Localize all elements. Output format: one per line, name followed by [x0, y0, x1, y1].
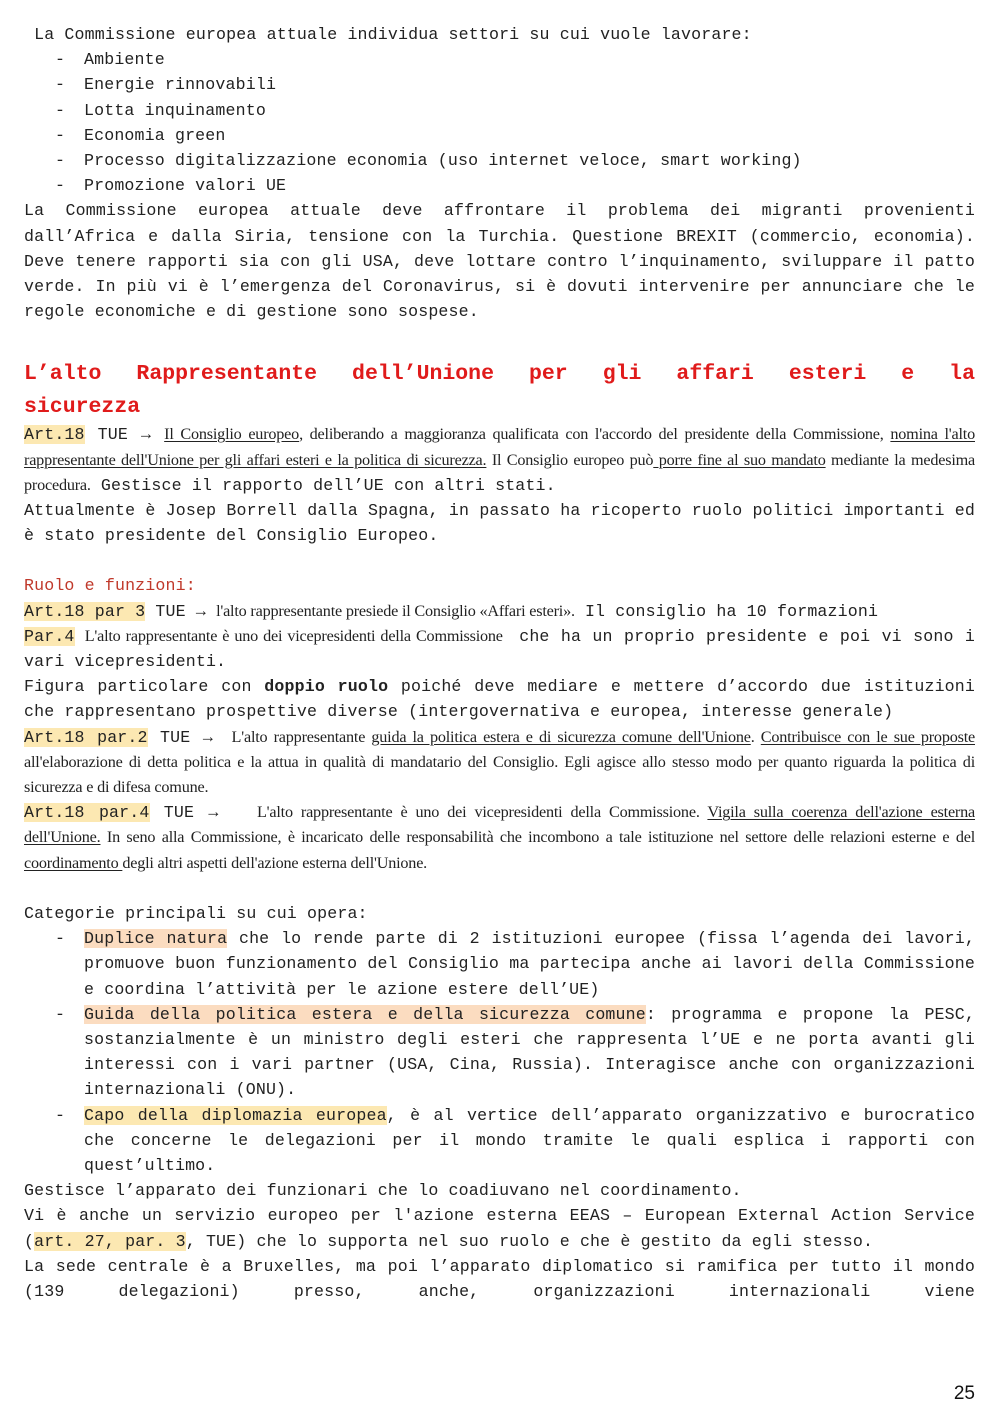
- art18-s4: Il Consiglio europeo può: [486, 450, 654, 469]
- roles-p5-c: In seno alla Commissione, è incaricato delle responsabilità che incombono a tale istituzione nel settore delle relazioni esterne e del: [100, 828, 975, 847]
- section-title: [24, 358, 975, 424]
- closing-c2-c: , TUE) che lo supporta nel suo ruolo e che è gestito da egli stesso.: [185, 1231, 874, 1251]
- roles-p3-a: Figura particolare con: [24, 677, 265, 697]
- article-ref: Art.18 par.2: [24, 727, 148, 747]
- roles-p3: [24, 674, 975, 724]
- roles-p5-a: L'alto rappresentante è uno dei vicepresidenti della Commissione.: [232, 803, 708, 822]
- section-title-line2: sicurezza: [24, 395, 141, 420]
- tue-arrow: TUE →: [149, 803, 233, 823]
- art18-s2: , deliberando a maggioranza qualificata con l'accordo del presidente della Commissione,: [299, 425, 891, 444]
- roles-p2: [24, 624, 975, 674]
- art18-s1: Il Consiglio europeo: [164, 425, 300, 444]
- categories-list: [24, 926, 975, 1178]
- roles-p5: [24, 800, 975, 876]
- list-item: [24, 926, 975, 1002]
- roles-p4-a: L'alto rappresentante: [225, 727, 372, 746]
- category-highlight: Capo della diplomazia europea: [84, 1105, 387, 1125]
- roles-p1-mono: Il consiglio ha 10 formazioni: [574, 601, 879, 621]
- page-number: 25: [953, 1383, 975, 1404]
- art18-s7: Gestisce il rapporto dell’UE con altri stati.: [90, 475, 556, 495]
- roles-p5-e: degli altri aspetti dell'azione esterna dell'Unione.: [122, 853, 428, 872]
- intro-lead: La Commissione europea attuale individua settori su cui vuole lavorare:: [24, 25, 752, 44]
- roles-p2-mono: che ha un proprio presidente e poi vi sono i vari vicepresidenti.: [24, 626, 975, 672]
- roles-p1: [24, 599, 975, 624]
- article-ref: Art.18: [24, 425, 85, 445]
- roles-p2-serif: L'alto rappresentante è uno dei vicepresidenti della Commissione: [74, 626, 508, 645]
- category-highlight: Guida della politica estera e della sicurezza comune: [84, 1004, 646, 1024]
- article-ref: art. 27, par. 3: [34, 1231, 186, 1251]
- article-ref: Par.4: [24, 626, 75, 646]
- roles-p4-b: guida la politica estera e di sicurezza comune dell'Unione: [371, 727, 751, 746]
- roles-p4: [24, 725, 975, 801]
- article-ref: Art.18 par.4: [24, 803, 150, 823]
- roles-heading: Ruolo e funzioni:: [24, 576, 196, 596]
- closing-c2: [24, 1203, 975, 1253]
- sector-list: [24, 47, 975, 198]
- roles-p4-c: .: [750, 727, 761, 746]
- categories-block: [24, 901, 975, 1304]
- tue-arrow: TUE →: [84, 425, 165, 445]
- intro-block: [24, 22, 975, 324]
- list-item: - Ambiente: [24, 47, 975, 72]
- list-item: - Promozione valori UE: [24, 173, 975, 198]
- roles-p4-e: all'elaborazione di detta politica e la attua in qualità di mandatario del Consiglio. Egli agisce allo stesso modo per quanto riguarda la politica di sicurezza e di difesa comune.: [24, 752, 975, 797]
- roles-p4-d: Contribuisce con le sue proposte: [760, 727, 975, 746]
- list-item: [24, 1103, 975, 1179]
- art18-s5: porre fine al suo mandato: [653, 450, 826, 469]
- list-item: - Lotta inquinamento: [24, 98, 975, 123]
- list-item: - Economia green: [24, 123, 975, 148]
- roles-p3-b: doppio ruolo: [264, 677, 389, 697]
- art18-s6: mediante la medesima procedura.: [24, 450, 975, 494]
- article-ref: Art.18 par 3: [24, 601, 146, 621]
- tue-arrow: TUE →: [147, 727, 226, 747]
- document-page: [24, 22, 975, 1304]
- category-text: : programma e propone la PESC, sostanzialmente è un ministro degli esteri che rappresenta l’UE e ne porta avanti gli interessi con i vari partner (USA, Cina, Russia). Interagisce anche con organizzazioni internazionali (ONU).: [84, 1004, 975, 1100]
- art18-paragraph: [24, 422, 975, 498]
- closing-c3: La sede centrale è a Bruxelles, ma poi l’apparato diplomatico si ramifica per tutto il mondo (139 delegazioni) presso, anche, organizzazioni internazionali viene: [24, 1256, 975, 1301]
- closing-c2-a: Vi è anche un servizio europeo per l'azione esterna EEAS – European External Action Service (: [24, 1206, 975, 1251]
- tue-arrow: TUE →: [145, 601, 217, 621]
- category-text: , è al vertice dell’apparato organizzativo e burocratico che concerne le delegazioni per il mondo tramite le quali esplica i rapporti con quest’ultimo.: [84, 1105, 975, 1175]
- list-item: - Processo digitalizzazione economia (uso internet veloce, smart working): [24, 148, 975, 173]
- roles-p3-c: poiché deve mediare e mettere d’accordo due istituzioni che rappresentano prospettive diverse (intergovernativa e europea, interesse generale): [24, 677, 976, 722]
- category-text: che lo rende parte di 2 istituzioni europee (fissa l’agenda dei lavori, promuove buon funzionamento del Consiglio ma partecipa anche ai lavori della Commissione e coordina l’attività per le azione estere dell’UE): [84, 929, 975, 999]
- current-holder: Attualmente è Josep Borrell dalla Spagna, in passato ha ricoperto ruolo politici importanti ed è stato presidente del Consiglio Europeo.: [24, 501, 975, 546]
- categories-lead: Categorie principali su cui opera:: [24, 903, 368, 923]
- roles-p1-serif: l'alto rappresentante presiede il Consiglio «Affari esteri».: [216, 601, 575, 620]
- art18-s3: nomina l'alto rappresentante dell'Unione per gli affari esteri e la politica di sicurezza.: [24, 425, 975, 469]
- roles-p5-b: Vigila sulla coerenza dell'azione esterna dell'Unione.: [24, 803, 976, 847]
- list-item: [24, 1002, 975, 1103]
- list-item: - Energie rinnovabili: [24, 72, 975, 97]
- intro-paragraph: La Commissione europea attuale deve affrontare il problema dei migranti provenienti dall’Africa e dalla Siria, tensione con la Turchia. Questione BREXIT (commercio, economia). Deve tenere rapporti sia con gli USA, deve lottare contro l’inquinamento, sviluppare il patto verde. In più vi è l’emergenza del Coronavirus, si è dovuti intervenire per annunciare che le regole economiche e di gestione sono sospese.: [24, 201, 975, 322]
- roles-p5-d: coordinamento: [24, 853, 123, 872]
- roles-block: [24, 573, 975, 875]
- closing-c1: Gestisce l’apparato dei funzionari che lo coadiuvano nel coordinamento.: [24, 1181, 742, 1201]
- category-highlight: Duplice natura: [84, 929, 228, 949]
- section-title-line1: L’alto Rappresentante dell’Unione per gli affari esteri e la: [24, 362, 975, 387]
